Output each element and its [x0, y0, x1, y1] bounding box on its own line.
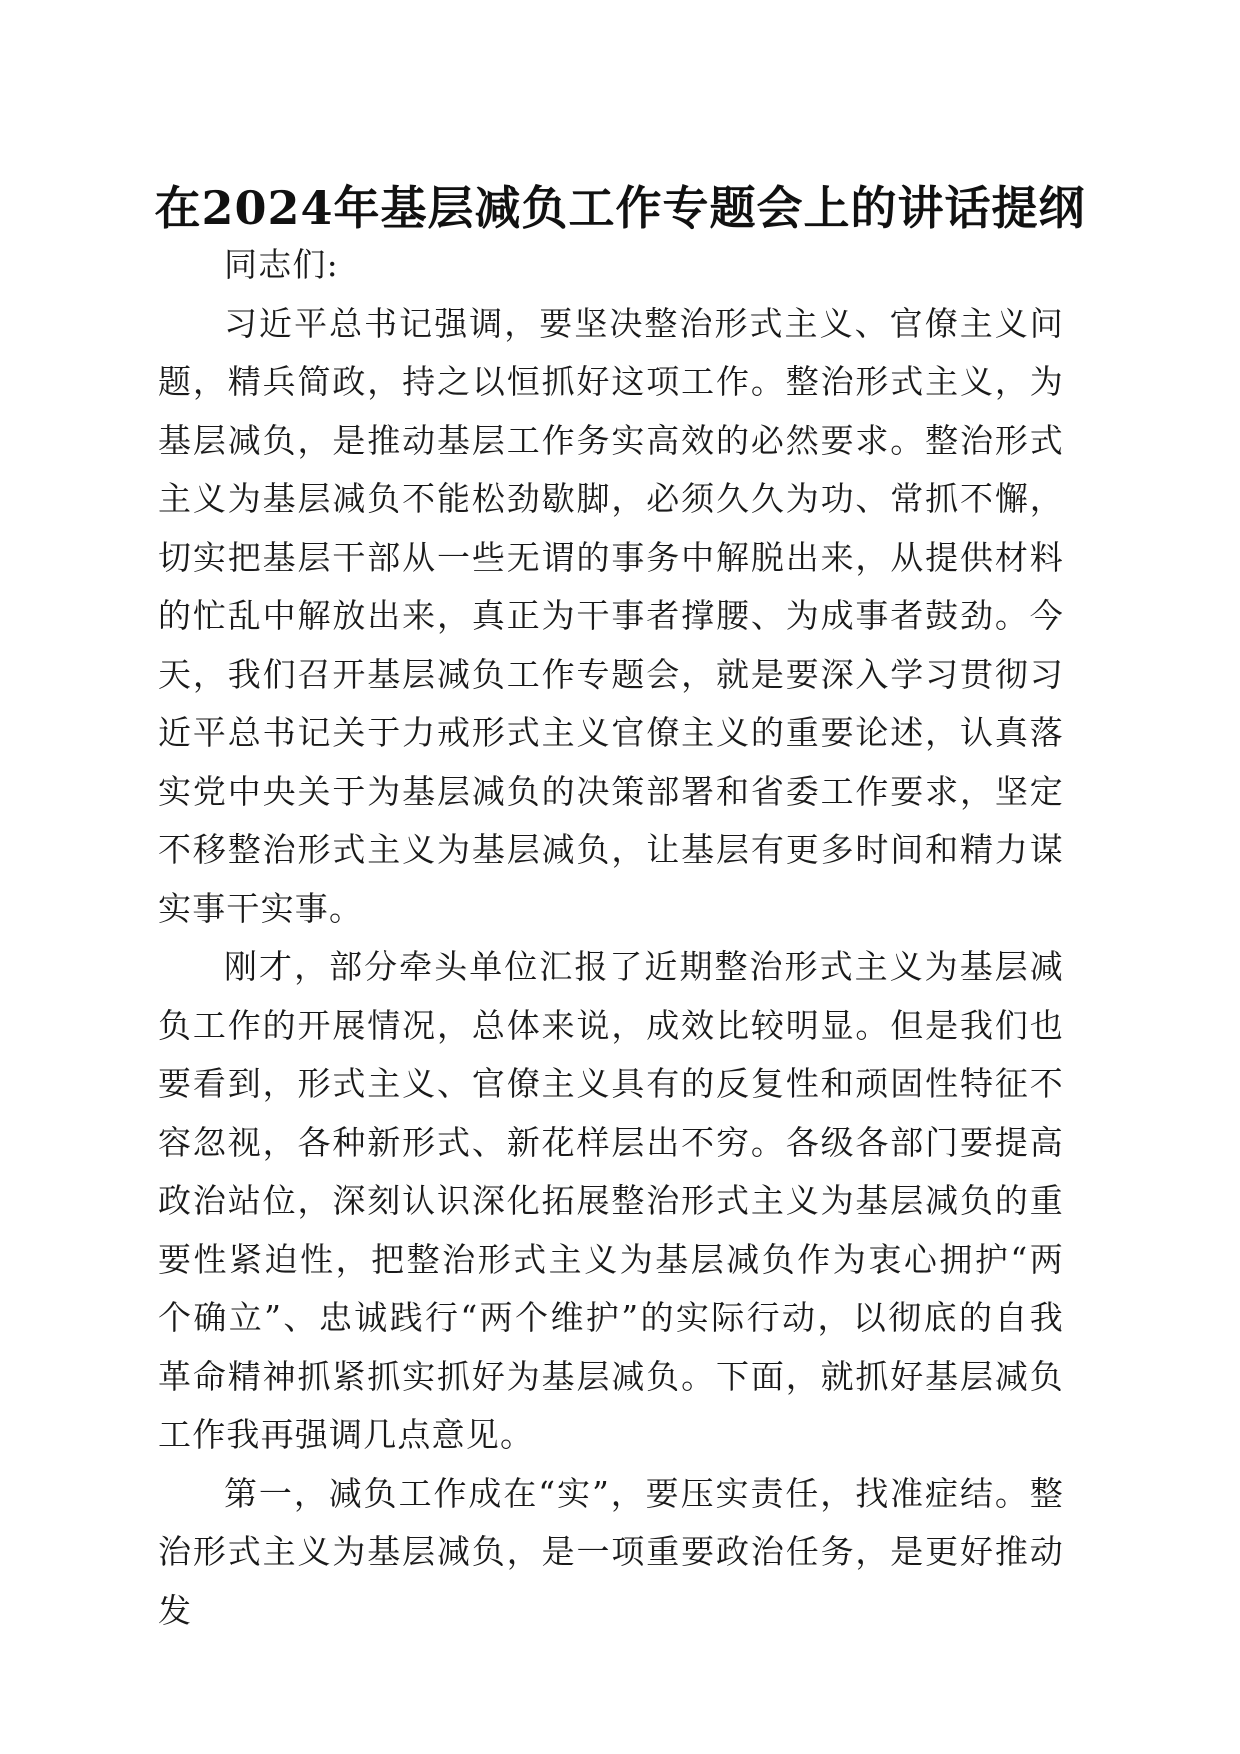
document-title: 在2024年基层减负工作专题会上的讲话提纲: [154, 181, 1086, 235]
salutation: 同志们:: [224, 245, 339, 284]
paragraph-3: 第一，减负工作成在“实”，要压实责任，找准症结。整治形式主义为基层减负，是一项重要政治任务，是更好推动发: [158, 1473, 1064, 1630]
document-body: [158, 236, 1064, 1640]
paragraph-2: 刚才，部分牵头单位汇报了近期整治形式主义为基层减负工作的开展情况，总体来说，成效比较明显。但是我们也要看到，形式主义、官僚主义具有的反复性和顽固性特征不容忽视，各种新形式、新花样层出不穷。各级各部门要提高政治站位，深刻认识深化拓展整治形式主义为基层减负的重要性紧迫性，把整治形式主义为基层减负作为衷心拥护“两个确立”、忠诚践行“两个维护”的实际行动，以彻底的自我革命精神抓紧抓实抓好为基层减负。下面，就抓好基层减负工作我再强调几点意见。: [158, 947, 1064, 1454]
paragraph-1: 习近平总书记强调，要坚决整治形式主义、官僚主义问题，精兵简政，持之以恒抓好这项工作。整治形式主义，为基层减负，是推动基层工作务实高效的必然要求。整治形式主义为基层减负不能松劲歇脚，必须久久为功、常抓不懈，切实把基层干部从一些无谓的事务中解脱出来，从提供材料的忙乱中解放出来，真正为干事者撑腰、为成事者鼓劲。今天，我们召开基层减负工作专题会，就是要深入学习贯彻习近平总书记关于力戒形式主义官僚主义的重要论述，认真落实党中央关于为基层减负的决策部署和省委工作要求，坚定不移整治形式主义为基层减负，让基层有更多时间和精力谋实事干实事。: [158, 303, 1064, 928]
